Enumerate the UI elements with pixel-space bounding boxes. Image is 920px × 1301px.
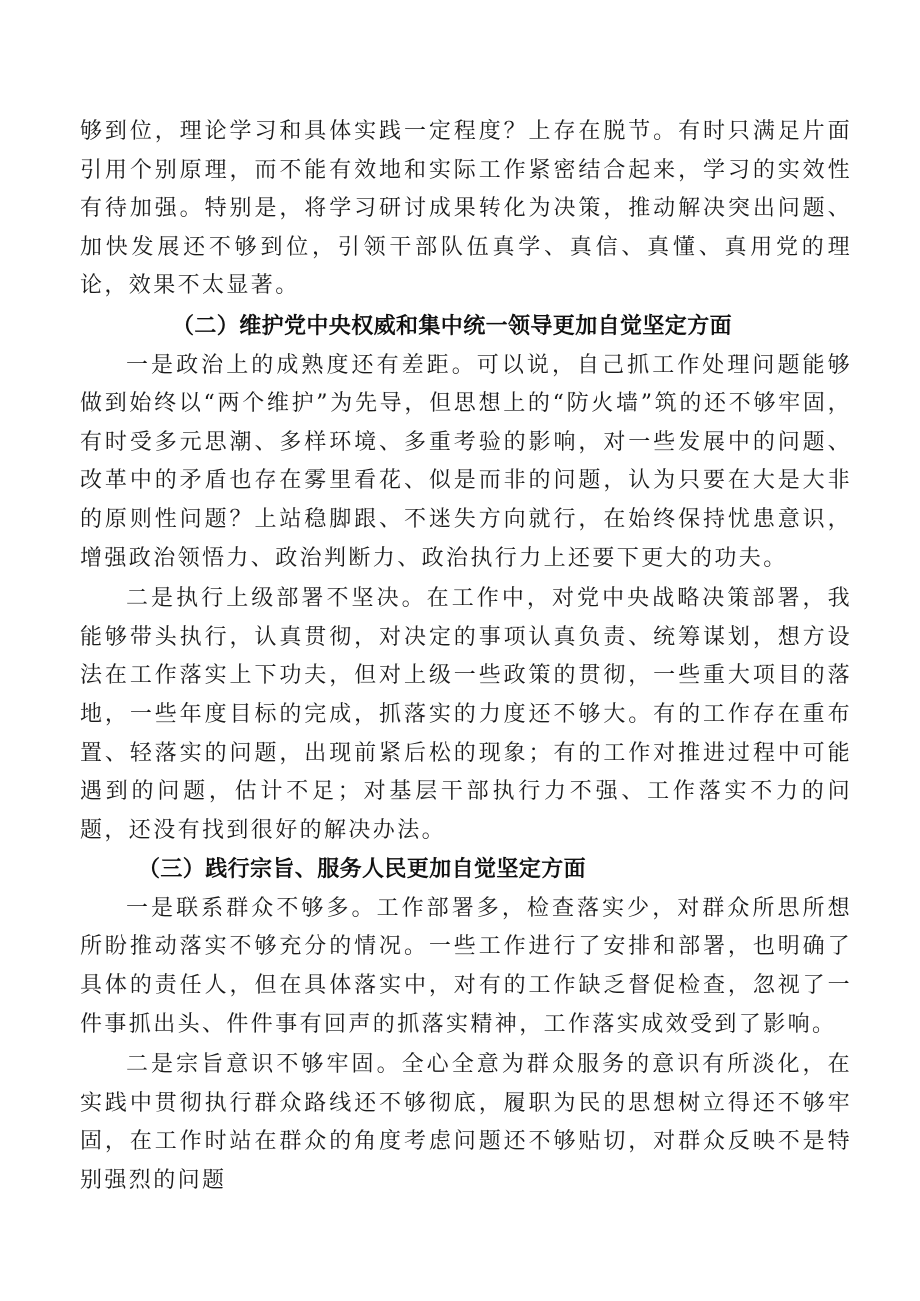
- paragraph-purpose-awareness: 二是宗旨意识不够牢固。全心全意为群众服务的意识有所淡化，在实践中贯彻执行群众路线还不够彻底，履职为民的思想树立得还不够牢固，在工作时站在群众的角度考虑问题还不够贴切，对群众反映不是特别强烈的问题: [80, 1052, 852, 1194]
- paragraph-political-maturity: 一是政治上的成熟度还有差距。可以说，自己抓工作处理问题能够做到始终以“两个维护”为先导，但思想上的“防火墙”筑的还不够牢固，有时受多元思潮、多样环境、多重考验的影响，对一些发展中的问题、改革中的矛盾也存在雾里看花、似是而非的问题，认为只要在大是大非的原则性问题？上站稳脚跟、不迷失方向就行，在始终保持忧患意识，增强政治领悟力、政治判断力、政治执行力上还要下更大的功夫。: [80, 352, 852, 571]
- section-heading-three: （三）践行宗旨、服务人民更加自觉坚定方面: [138, 857, 587, 883]
- paragraph-contact-masses: 一是联系群众不够多。工作部署多，检查落实少，对群众所思所想所盼推动落实不够充分的情况。一些工作进行了安排和部署，也明确了具体的责任人，但在具体落实中，对有的工作缺乏督促检查，忽视了一件事抓出头、件件事有回声的抓落实精神，工作落实成效受到了影响。: [80, 895, 852, 1037]
- paragraph-continuation: 够到位，理论学习和具体实践一定程度？上存在脱节。有时只满足片面引用个别原理，而不能有效地和实际工作紧密结合起来，学习的实效性有待加强。特别是，将学习研讨成果转化为决策，推动解决突出问题、加快发展还不够到位，引领干部队伍真学、真信、真懂、真用党的理论，效果不太显著。: [80, 119, 852, 299]
- section-heading-two: （二）维护党中央权威和集中统一领导更加自觉坚定方面: [172, 313, 733, 339]
- paragraph-execution: 二是执行上级部署不坚决。在工作中，对党中央战略决策部署，我能够带头执行，认真贯彻，对决定的事项认真负责、统筹谋划，想方设法在工作落实上下功夫，但对上级一些政策的贯彻，一些重大项目的落地，一些年度目标的完成，抓落实的力度还不够大。有的工作存在重布置、轻落实的问题，出现前紧后松的现象；有的工作对推进过程中可能遇到的问题，估计不足；对基层干部执行力不强、工作落实不力的问题，还没有找到很好的解决办法。: [80, 586, 852, 843]
- document-body: [80, 113, 852, 1201]
